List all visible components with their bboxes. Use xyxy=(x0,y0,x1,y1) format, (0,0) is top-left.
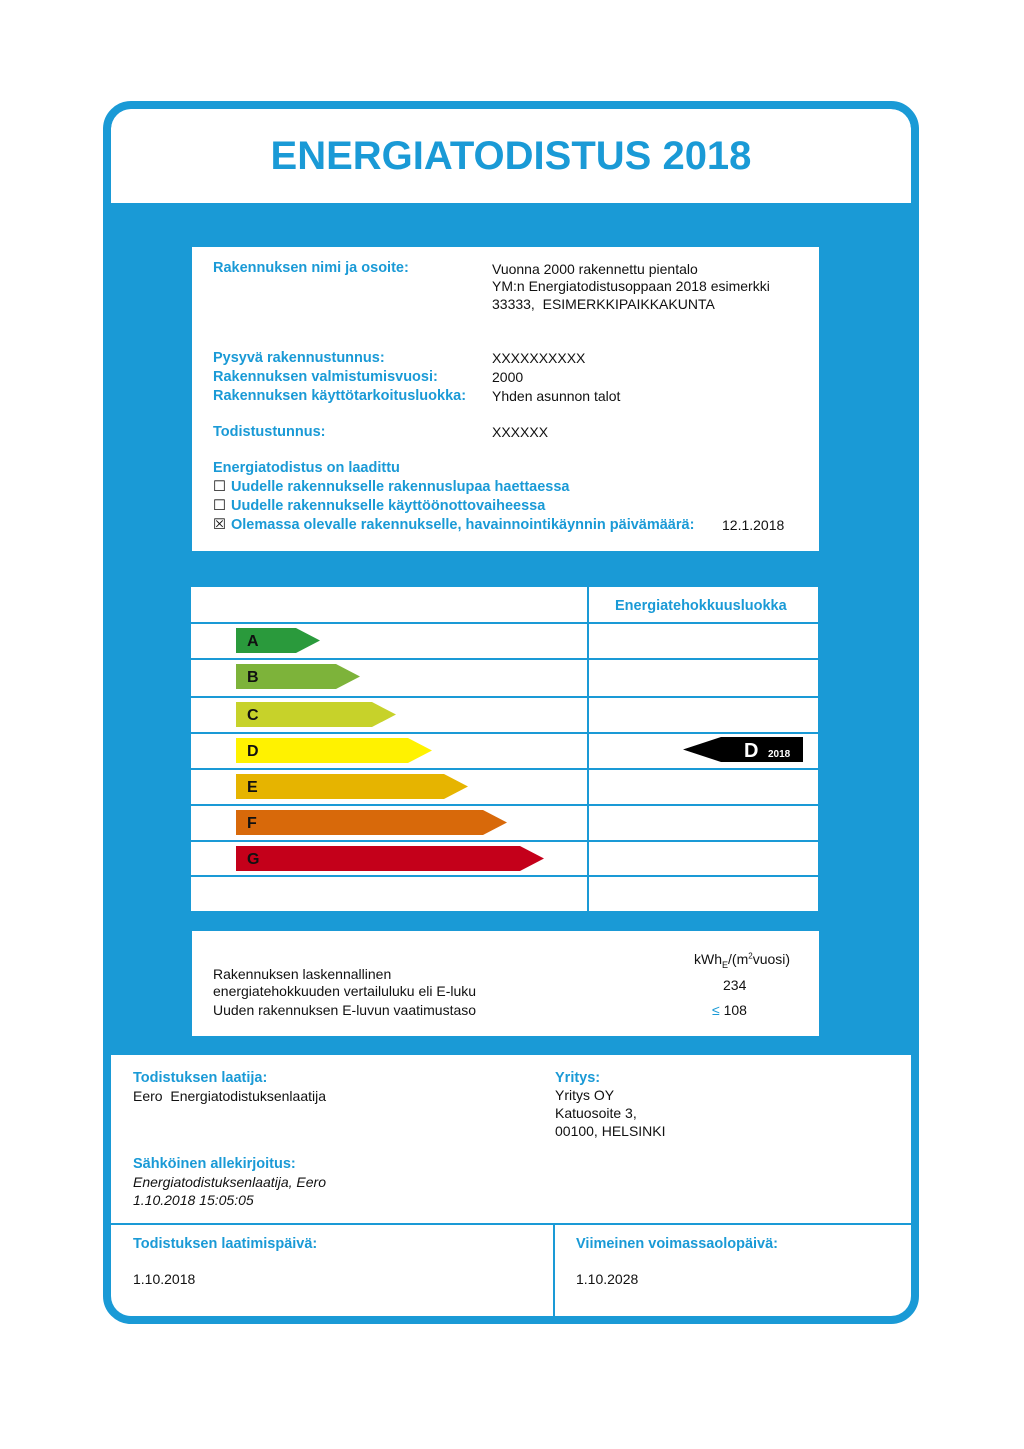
author-label: Todistuksen laatija: xyxy=(133,1070,268,1086)
building-name-label: Rakennuksen nimi ja osoite: xyxy=(213,260,409,276)
building-year-label: Rakennuksen valmistumisvuosi: xyxy=(213,369,438,385)
signature-time: 1.10.2018 15:05:05 xyxy=(133,1192,254,1208)
energy-class-arrow-e xyxy=(236,774,468,799)
energy-class-arrow-d xyxy=(236,738,432,763)
energy-class-letter: B xyxy=(247,669,259,686)
building-id-label: Pysyvä rakennustunnus: xyxy=(213,350,385,366)
building-year-value: 2000 xyxy=(492,369,524,385)
checkbox-checked-icon: ☒ xyxy=(213,517,226,533)
option-new-permit xyxy=(213,479,569,495)
energy-class-bar-c xyxy=(236,702,396,727)
author-panel xyxy=(111,1055,911,1223)
inspection-date: 12.1.2018 xyxy=(722,517,785,533)
e-value-calc-label-line-2: energiatehokkuuden vertailuluku eli E-luku xyxy=(213,983,477,999)
checkbox-unchecked-icon: ☐ xyxy=(213,498,226,514)
title-box xyxy=(111,109,911,203)
rating-year: 2018 xyxy=(768,749,791,760)
e-value-calc: 234 xyxy=(723,977,747,993)
scale-row-divider xyxy=(191,696,818,698)
option-new-commissioning-label: Uudelle rakennukselle käyttöönottovaiheessa xyxy=(231,498,546,514)
scale-row-divider xyxy=(191,875,818,877)
e-value-req-label: Uuden rakennuksen E-luvun vaatimustaso xyxy=(213,1002,477,1018)
scale-column-divider xyxy=(587,587,589,911)
company-line-3: 00100, HELSINKI xyxy=(555,1123,666,1139)
certificate-id-value: XXXXXX xyxy=(492,424,549,440)
issued-label: Todistuksen laatimispäivä: xyxy=(133,1236,318,1252)
option-existing-building xyxy=(213,517,694,533)
company-line-1: Yritys OY xyxy=(555,1087,615,1103)
author-name: Eero Energiatodistuksenlaatija xyxy=(133,1088,327,1104)
building-usage-label: Rakennuksen käyttötarkoitusluokka: xyxy=(213,388,467,404)
e-value-calc-label-line-1: Rakennuksen laskennallinen xyxy=(213,966,392,982)
made-for-label: Energiatodistus on laadittu xyxy=(213,460,400,476)
scale-row-divider xyxy=(191,658,818,660)
scale-row-divider xyxy=(191,732,818,734)
scale-row-divider xyxy=(191,840,818,842)
e-value-unit: $kWh_E/(m^2vuosi)$ xyxy=(694,951,791,970)
energy-class-letter: E xyxy=(247,779,258,796)
company-label: Yritys: xyxy=(555,1070,601,1086)
issued-value: 1.10.2018 xyxy=(133,1271,196,1287)
rating-letter: D xyxy=(744,740,759,762)
energy-class-letter: D xyxy=(247,743,259,760)
energy-class-arrow-c xyxy=(236,702,396,727)
dates-divider xyxy=(553,1225,555,1324)
energy-class-letter: C xyxy=(247,707,259,724)
building-id-value: XXXXXXXXXX xyxy=(492,350,586,366)
less-or-equal-icon: ≤ xyxy=(712,1002,720,1018)
energy-class-bar-f xyxy=(236,810,507,835)
valid-value: 1.10.2028 xyxy=(576,1271,639,1287)
scale-row-divider xyxy=(191,768,818,770)
dates-panel xyxy=(111,1225,911,1324)
energy-class-arrow-g xyxy=(236,846,544,871)
rating-marker xyxy=(683,737,803,762)
building-info-panel xyxy=(192,247,819,551)
building-name-line-3: 33333, ESIMERKKIPAIKKAKUNTA xyxy=(492,296,715,312)
energy-class-bar-g xyxy=(236,846,544,871)
certificate-id-label: Todistustunnus: xyxy=(213,424,326,440)
energy-scale-panel xyxy=(191,587,818,911)
energy-class-letter: F xyxy=(247,815,257,832)
e-value-req: ≤ 108 xyxy=(712,1002,747,1018)
energy-class-bar-b xyxy=(236,664,360,689)
checkbox-unchecked-icon: ☐ xyxy=(213,479,226,495)
page-title: ENERGIATODISTUS 2018 xyxy=(270,133,752,178)
energy-class-bar-d xyxy=(236,738,432,763)
valid-label: Viimeinen voimassaolopäivä: xyxy=(576,1236,779,1252)
energy-class-bar-e xyxy=(236,774,468,799)
building-usage-value: Yhden asunnon talot xyxy=(492,388,621,404)
option-new-permit-label: Uudelle rakennukselle rakennuslupaa haettaessa xyxy=(231,479,570,495)
scale-row-divider xyxy=(191,622,818,624)
scale-row-divider xyxy=(191,804,818,806)
company-line-2: Katuosoite 3, xyxy=(555,1105,637,1121)
energy-class-bar-a xyxy=(236,628,320,653)
certificate-frame xyxy=(103,101,919,1324)
building-name-line-1: Vuonna 2000 rakennettu pientalo xyxy=(492,261,698,277)
option-new-commissioning xyxy=(213,498,545,514)
energy-class-letter: A xyxy=(247,633,259,650)
signature-name: Energiatodistuksenlaatija, Eero xyxy=(133,1174,327,1190)
energy-class-header: Energiatehokkuusluokka xyxy=(615,598,787,614)
energy-class-letter: G xyxy=(247,851,260,868)
building-name-line-2: YM:n Energiatodistusoppaan 2018 esimerkki xyxy=(492,278,770,294)
option-existing-building-label: Olemassa olevalle rakennukselle, havainnointikäynnin päivämäärä: xyxy=(231,517,695,533)
e-value-panel xyxy=(192,931,819,1036)
energy-class-arrow-f xyxy=(236,810,507,835)
signature-label: Sähköinen allekirjoitus: xyxy=(133,1156,296,1172)
